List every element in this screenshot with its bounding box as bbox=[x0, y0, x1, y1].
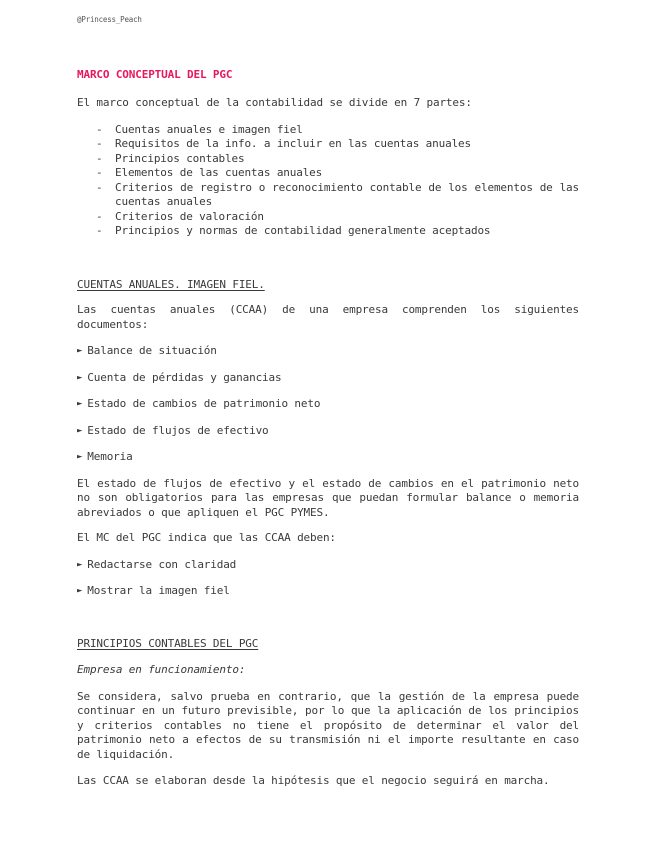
list-item: ► Estado de cambios de patrimonio neto bbox=[77, 397, 321, 410]
arrow-bullet-icon: ► bbox=[77, 399, 83, 409]
arrow-bullet-icon: ► bbox=[77, 452, 83, 462]
document-body bbox=[77, 68, 579, 789]
arrow-bullet-icon: ► bbox=[77, 559, 83, 570]
principios-closing: Las CCAA se elaboran desde la hipótesis que el negocio seguirá en marcha. bbox=[77, 774, 550, 787]
cuentas-must-intro: El MC del PGC indica que las CCAA deben: bbox=[77, 531, 336, 544]
list-item: ► Balance de situación bbox=[77, 344, 217, 357]
principios-paragraph: Se considera, salvo prueba en contrario, que la gestión de la empresa puede continuar en un futuro previsible, por lo que la aplicación de los principios y criterios contables no tiene el propósito de determinar el valor del patrimonio neto a efectos de su transmisión ni el importe resultante en caso de liquidación. bbox=[77, 689, 579, 761]
dash-bullet: - bbox=[96, 166, 103, 179]
list-item: - Cuentas anuales e imagen fiel bbox=[96, 122, 303, 136]
list-item: ► Estado de flujos de efectivo bbox=[77, 423, 269, 437]
arrow-bullet-icon: ► bbox=[77, 586, 83, 596]
list-item: ► Cuenta de pérdidas y ganancias bbox=[77, 370, 282, 384]
list-item: - Requisitos de la info. a incluir en las cuentas anuales bbox=[96, 137, 471, 150]
list-item: - Criterios de registro o reconocimiento contable de los elementos de las cuentas anuales bbox=[96, 180, 579, 208]
page-title: MARCO CONCEPTUAL DEL PGC bbox=[77, 68, 233, 81]
dash-bullet: - bbox=[96, 224, 103, 237]
list-item: - Principios contables bbox=[96, 151, 245, 165]
arrow-bullet-icon: ► bbox=[77, 346, 83, 356]
marco-intro: El marco conceptual de la contabilidad se divide en 7 partes: bbox=[77, 96, 472, 109]
list-item: ► Memoria bbox=[77, 450, 133, 463]
principios-subheading: Empresa en funcionamiento: bbox=[77, 663, 246, 676]
dash-bullet: - bbox=[96, 137, 103, 150]
arrow-bullet-icon: ► bbox=[77, 372, 83, 383]
dash-bullet: - bbox=[96, 209, 103, 223]
list-item: - Elementos de las cuentas anuales bbox=[96, 166, 323, 179]
section-heading-cuentas: CUENTAS ANUALES. IMAGEN FIEL. bbox=[77, 277, 265, 291]
dash-bullet: - bbox=[96, 122, 103, 136]
dash-bullet: - bbox=[96, 180, 103, 194]
section-heading-principios: PRINCIPIOS CONTABLES DEL PGC bbox=[77, 636, 259, 650]
author-handle: @Princess_Peach bbox=[77, 15, 142, 24]
arrow-bullet-icon: ► bbox=[77, 425, 83, 436]
list-item: - Criterios de valoración bbox=[96, 209, 264, 223]
list-item: ► Mostrar la imagen fiel bbox=[77, 584, 230, 597]
dash-bullet: - bbox=[96, 151, 103, 165]
marco-parts-list bbox=[77, 123, 579, 239]
cuentas-intro: Las cuentas anuales (CCAA) de una empresa comprenden los siguientes documentos: bbox=[77, 303, 579, 331]
list-item: ► Redactarse con claridad bbox=[77, 557, 237, 571]
cuentas-note: El estado de flujos de efectivo y el estado de cambios en el patrimonio neto no son obligatorios para las empresas que puedan formular balance o memoria abreviados o que apliquen el PGC PYMES. bbox=[77, 476, 579, 519]
list-item: - Principios y normas de contabilidad generalmente aceptados bbox=[96, 224, 491, 237]
